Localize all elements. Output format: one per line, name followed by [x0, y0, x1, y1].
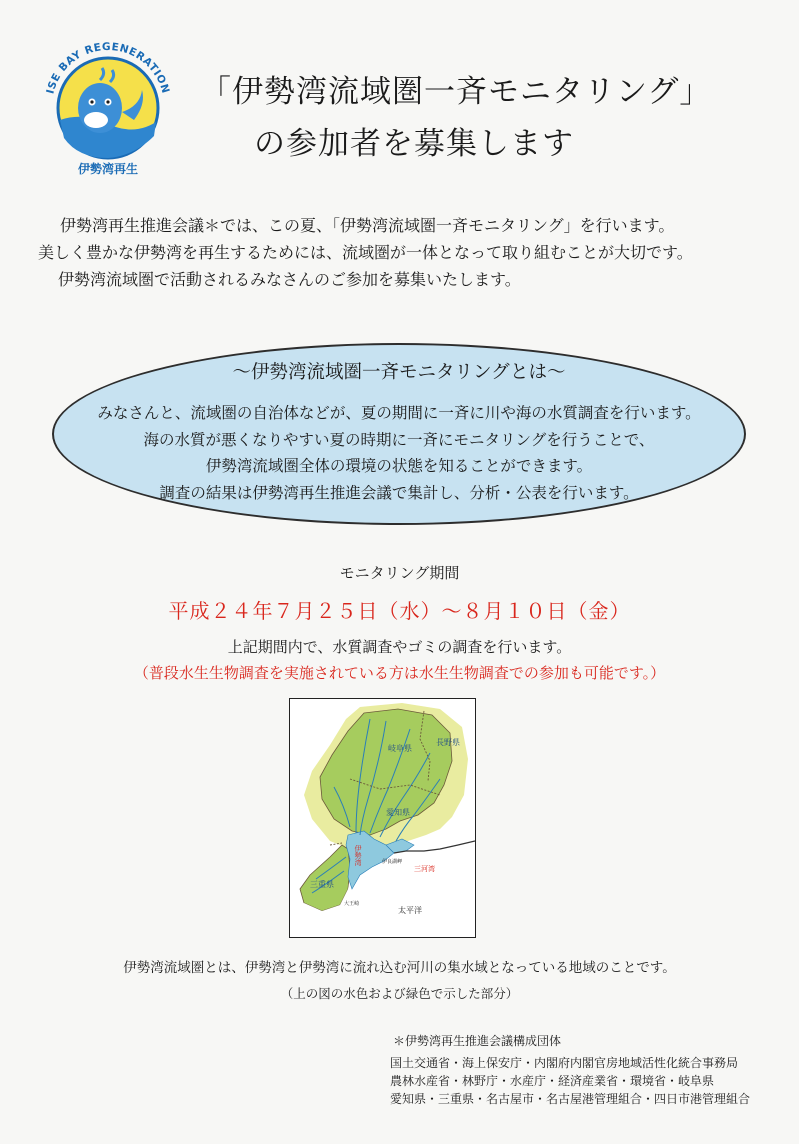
map-label-nagano: 長野県	[436, 738, 460, 747]
intro-line: 伊勢湾再生推進会議＊では、この夏、「伊勢湾流域圏一斉モニタリング」を行います。	[60, 216, 675, 235]
logo-arc-text: ISE BAY REGENERATION	[44, 40, 172, 96]
basin-map	[289, 698, 476, 938]
logo-label: 伊勢湾再生	[77, 162, 139, 176]
organizations-line: 農林水産省・林野庁・水産庁・経済産業省・環境省・岐阜県	[390, 1074, 715, 1088]
about-title: ～伊勢湾流域圏一斉モニタリングとは～	[232, 362, 566, 383]
basin-map-graphic	[290, 699, 475, 937]
map-label-irago: 伊良湖岬	[382, 859, 403, 865]
map-label-daioh: 大王崎	[344, 901, 360, 907]
about-line: 調査の結果は伊勢湾再生推進会議で集計し、分析・公表を行います。	[159, 483, 639, 502]
intro-line: 伊勢湾流域圏で活動されるみなさんのご参加を募集いたします。	[58, 270, 521, 289]
description-line1: 上記期間内で、水質調査やゴミの調査を行います。	[227, 638, 572, 656]
page-title-line2: の参加者を募集します	[254, 126, 574, 162]
map-label-gifu: 岐阜県	[388, 744, 412, 753]
intro-paragraph	[38, 212, 768, 293]
page-title-line1: 「伊勢湾流域圏一斉モニタリング」	[200, 74, 712, 110]
map-label-pacific: 太平洋	[398, 906, 422, 915]
organizations-title: ＊伊勢湾再生推進会議構成団体	[393, 1034, 562, 1048]
monitoring-period-dates: 平成２４年７月２５日（水）～８月１０日（金）	[168, 599, 631, 623]
about-line: 伊勢湾流域圏全体の環境の状態を知ることができます。	[205, 457, 593, 475]
description-line2: （普段水生生物調査を実施されている方は水生生物調査での参加も可能です。）	[133, 664, 666, 682]
monitoring-period-label: モニタリング期間	[339, 564, 460, 582]
map-label-ise-bay: 伊勢湾	[354, 845, 362, 866]
about-line: みなさんと、流域圏の自治体などが、夏の期間に一斉に川や海の水質調査を行います。	[97, 404, 701, 422]
map-label-aichi: 愛知県	[386, 808, 410, 817]
map-caption-note: （上の図の水色および緑色で示した部分）	[280, 986, 519, 1001]
organizations-line: 愛知県・三重県・名古屋市・名古屋港管理組合・四日市港管理組合	[390, 1092, 751, 1106]
map-label-mikawa-bay: 三河湾	[414, 865, 435, 873]
organizations-list	[390, 1054, 750, 1108]
about-body	[52, 400, 746, 506]
map-label-mie: 三重県	[310, 880, 334, 889]
organizations-line: 国土交通省・海上保安庁・内閣府内閣官房地域活性化統合事務局	[390, 1056, 739, 1070]
ise-bay-regeneration-logo	[38, 28, 178, 178]
about-line: 海の水質が悪くなりやすい夏の時期に一斉にモニタリングを行うことで、	[143, 430, 655, 449]
intro-line: 美しく豊かな伊勢湾を再生するためには、流域圏が一体となって取り組むことが大切です。	[38, 243, 693, 262]
map-caption: 伊勢湾流域圏とは、伊勢湾と伊勢湾に流れ込む河川の集水域となっている地域のことです。	[123, 960, 676, 976]
